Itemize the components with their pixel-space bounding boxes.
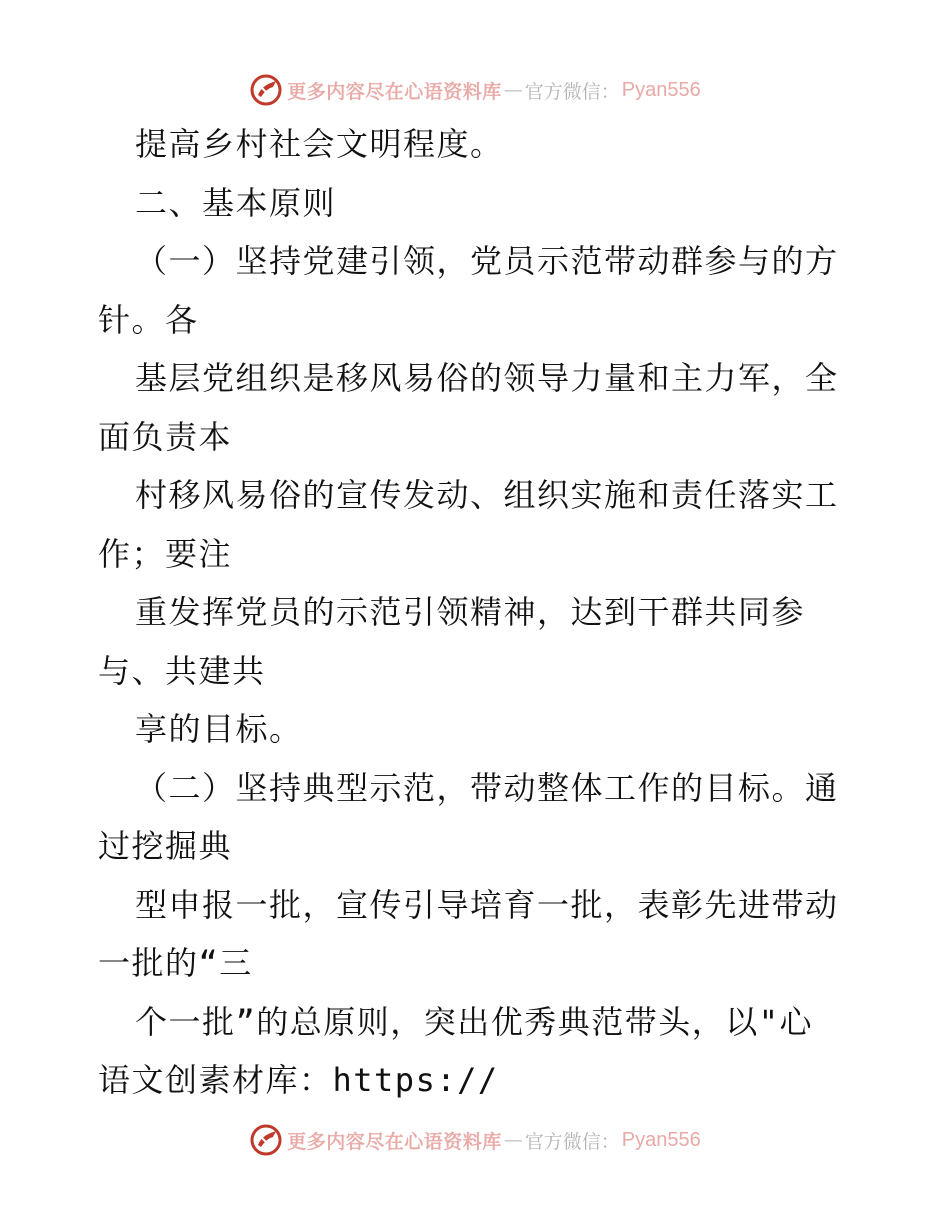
- text-line: 与、共建共: [98, 652, 266, 690]
- text-line: 个一批”的总原则，突出优秀典范带头，以"心: [135, 1003, 814, 1041]
- watermark-dash: —: [503, 79, 523, 101]
- text-line: 过挖掘典: [98, 827, 233, 865]
- text-line: 提高乡村社会文明程度。: [135, 125, 504, 163]
- text-line: 享的目标。: [135, 710, 303, 748]
- watermark-header: [0, 72, 950, 108]
- text-line: 语文创素材库：https://: [98, 1061, 499, 1099]
- text-line: 型申报一批，宣传引导培育一批，表彰先进带动: [135, 886, 839, 924]
- text-line: 一批的“三: [98, 944, 253, 982]
- text-line: 村移风易俗的宣传发动、组织实施和责任落实工: [135, 476, 839, 514]
- watermark-wechat-label: 官方微信：: [524, 1130, 620, 1153]
- text-line: （一）坚持党建引领，党员示范带动群参与的方: [135, 242, 839, 280]
- text-line: 重发挥党员的示范引领精神，达到干群共同参: [135, 593, 806, 631]
- text-line: 面负责本: [98, 418, 233, 456]
- watermark-wechat-label: 官方微信：: [524, 80, 620, 103]
- text-line: 针。各: [98, 301, 199, 339]
- text-line: （二）坚持典型示范，带动整体工作的目标。通: [135, 769, 839, 807]
- watermark-footer: [0, 1122, 950, 1158]
- watermark-dash: —: [503, 1129, 523, 1151]
- section-heading: 二、基本原则: [135, 184, 337, 222]
- text-line: 作；要注: [98, 535, 233, 573]
- watermark-text: 更多内容尽在心语资料库: [287, 1130, 502, 1153]
- watermark-text: 更多内容尽在心语资料库: [287, 80, 502, 103]
- logo-icon: [249, 1123, 283, 1157]
- watermark-wechat-id: Pyan556: [621, 1128, 701, 1151]
- watermark-wechat-id: Pyan556: [621, 78, 701, 101]
- logo-icon: [249, 73, 283, 107]
- text-line: 基层党组织是移风易俗的领导力量和主力军，全: [135, 359, 839, 397]
